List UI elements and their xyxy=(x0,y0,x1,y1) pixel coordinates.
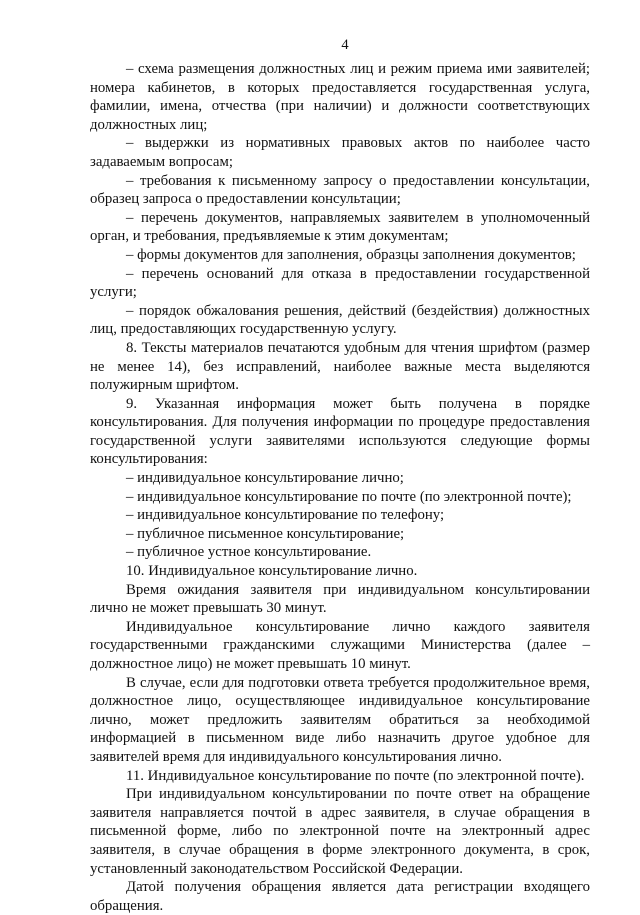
paragraph: Датой получения обращения является дата регистрации входящего обращения. xyxy=(90,879,590,914)
paragraph: В случае, если для подготовки ответа требуется продолжительное время, должностное лицо, осуществляющее индивидуальное консультирование лично, может предложить заявителям обратиться за необходимой информацией в письменном виде либо назначить другое удобное для заявителей время для индивидуального консультирования лично. xyxy=(90,674,590,765)
paragraph: Индивидуальное консультирование лично каждого заявителя государственными гражданскими служащими Министерства (далее – должностное лицо) не может превышать 10 минут. xyxy=(90,618,590,672)
paragraph: – выдержки из нормативных правовых актов по наиболее часто задаваемым вопросам; xyxy=(90,135,590,170)
paragraph: – индивидуальное консультирование лично; xyxy=(126,470,404,487)
paragraph: При индивидуальном консультировании по почте ответ на обращение заявителя направляется почтой в адрес заявителя, в случае обращения в письменной форме, либо по электронной почте на электронный адрес заявителя, в случае обращения в форме электронного документа, в срок, установленный законодательством Российской Федерации. xyxy=(90,786,590,877)
paragraph: – перечень оснований для отказа в предоставлении государственной услуги; xyxy=(90,265,590,301)
paragraph: – требования к письменному запросу о предоставлении консультации, образец запроса о предоставлении консультации; xyxy=(90,172,590,208)
paragraph: 10. Индивидуальное консультирование лично. xyxy=(126,563,418,580)
page-number: 4 xyxy=(341,37,349,53)
paragraph: 11. Индивидуальное консультирование по почте (по электронной почте). xyxy=(126,767,585,784)
paragraph: – схема размещения должностных лиц и режим приема ими заявителей; номера кабинетов, в которых предоставляется государственная услуга, фамилии, имена, отчества (при наличии) и должности соответствующих должностных лиц; xyxy=(90,61,590,133)
paragraph: – формы документов для заполнения, образцы заполнения документов; xyxy=(126,246,576,263)
document-body xyxy=(90,60,590,915)
paragraph: – порядок обжалования решения, действий (бездействия) должностных лиц, предоставляющих государственную услугу. xyxy=(90,302,590,338)
paragraph: – публичное устное консультирование. xyxy=(126,544,372,561)
paragraph: 9. Указанная информация может быть получена в порядке консультирования. Для получения информации по процедуре предоставления государственной услуги заявителями используются следующие формы консультирования: xyxy=(90,395,590,468)
paragraph: – индивидуальное консультирование по телефону; xyxy=(126,507,445,524)
paragraph: 8. Тексты материалов печатаются удобным для чтения шрифтом (размер не менее 14), без исправлений, наиболее важные места выделяются полужирным шрифтом. xyxy=(90,339,590,394)
paragraph: – индивидуальное консультирование по почте (по электронной почте); xyxy=(126,488,572,505)
paragraph: Время ожидания заявителя при индивидуальном консультировании лично не может превышать 30 минут. xyxy=(90,581,590,617)
paragraph: – перечень документов, направляемых заявителем в уполномоченный орган, и требования, предъявляемые к этим документам; xyxy=(90,209,590,245)
paragraph: – публичное письменное консультирование; xyxy=(126,525,405,542)
